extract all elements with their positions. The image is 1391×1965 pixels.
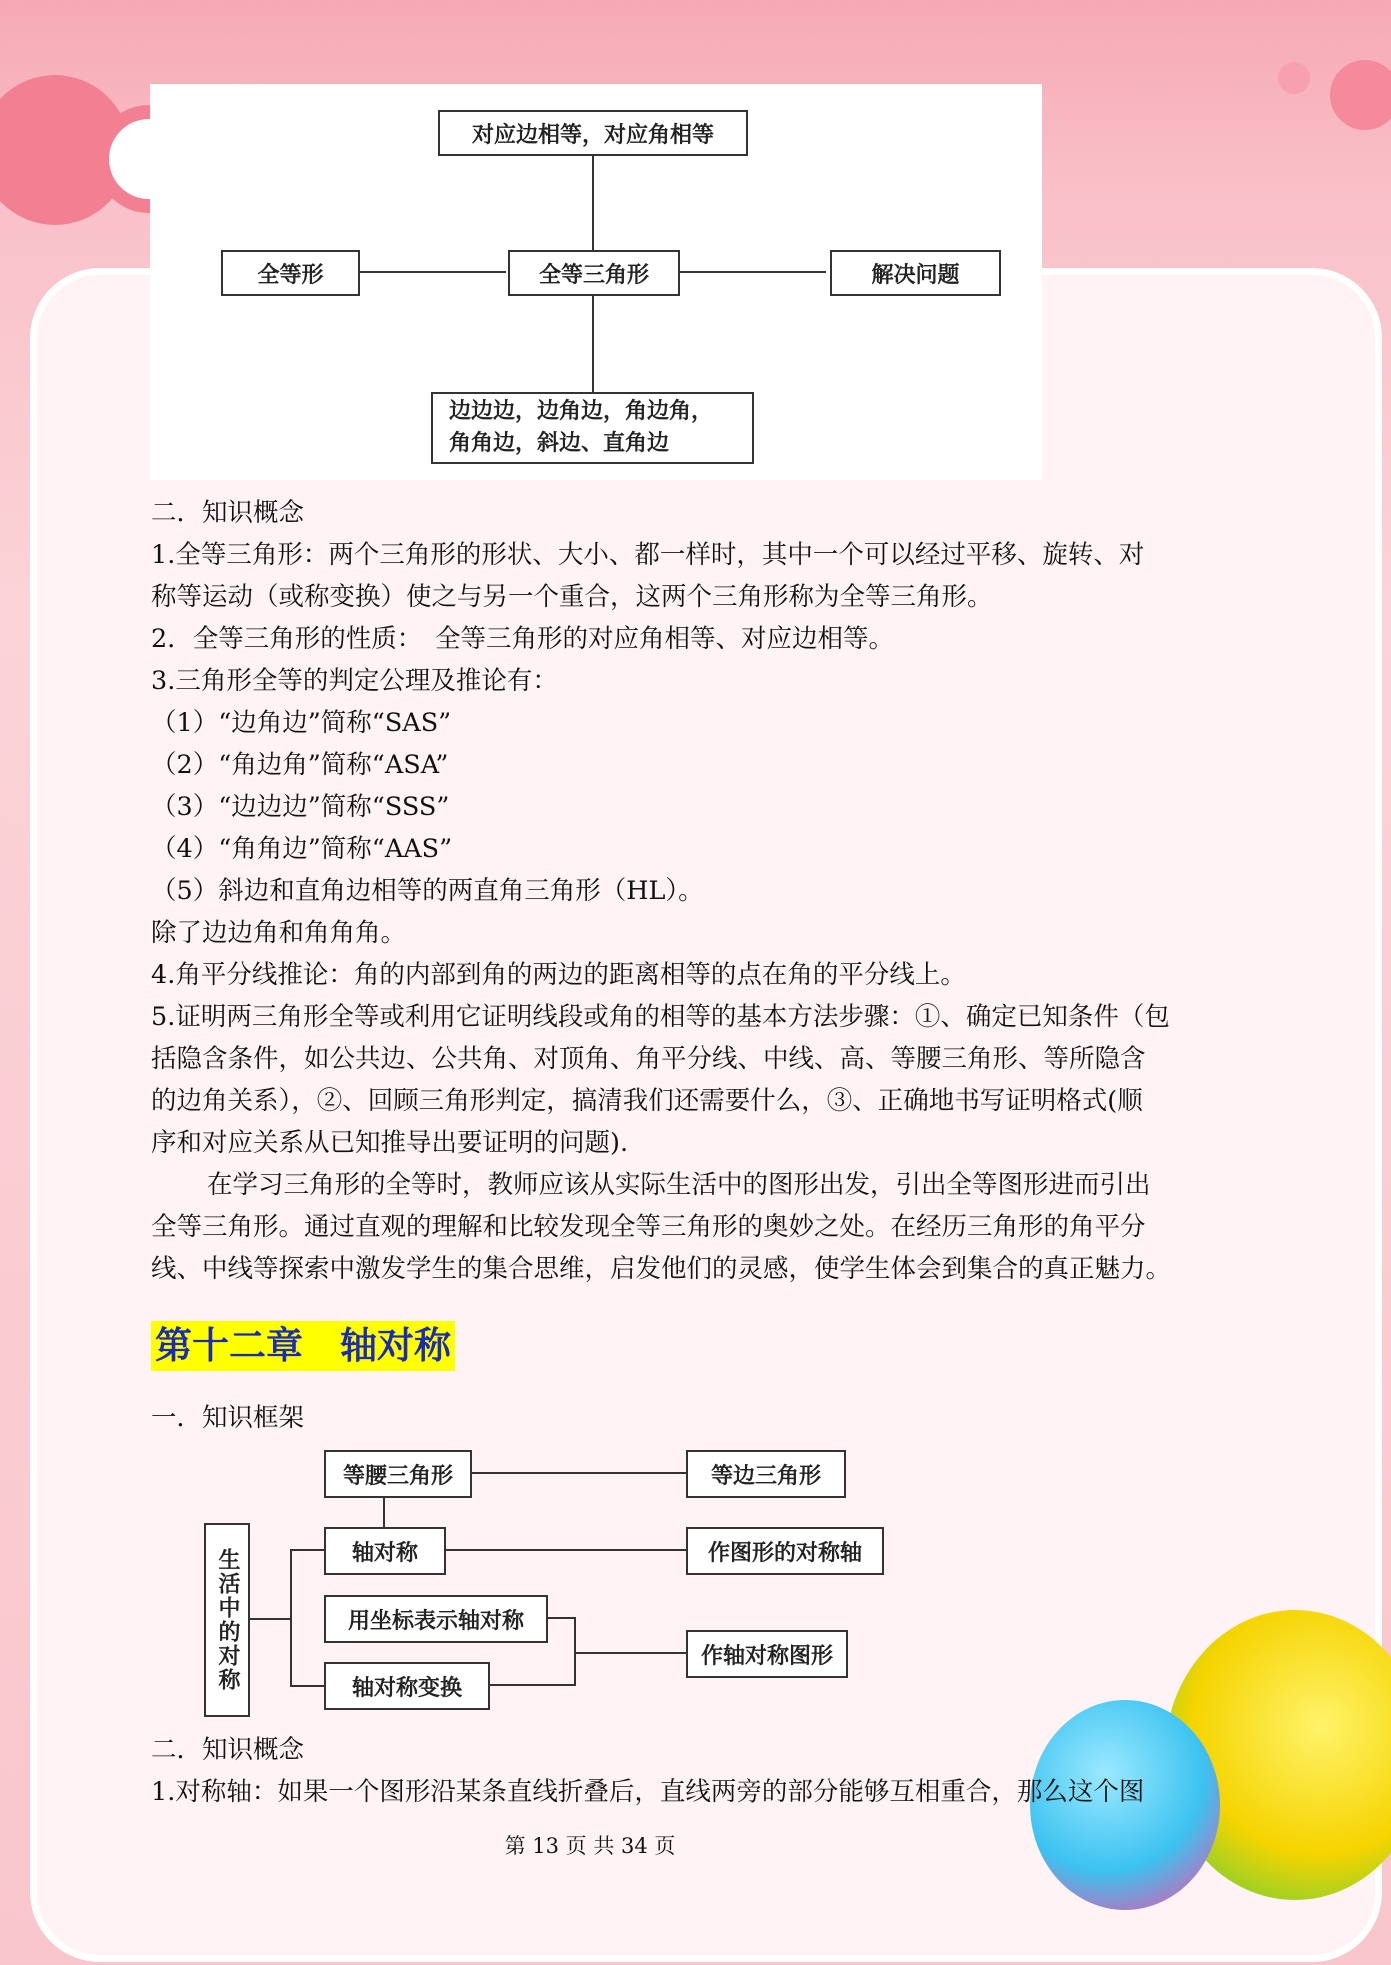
box-axial-symmetry: 轴对称 bbox=[324, 1527, 446, 1575]
vertical-label: 生活中的对称 bbox=[215, 1548, 240, 1692]
text-line: 5.证明两三角形全等或利用它证明线段或角的相等的基本方法步骤：①、确定已知条件（包 bbox=[151, 1002, 1170, 1032]
connector bbox=[576, 1652, 686, 1654]
connector bbox=[488, 1684, 576, 1686]
text-line: 1.全等三角形：两个三角形的形状、大小、都一样时，其中一个可以经过平移、旋转、对 bbox=[151, 540, 1145, 570]
knowledge-framework-heading bbox=[151, 1397, 1241, 1439]
connector bbox=[290, 1685, 324, 1687]
box-congruent-figure: 全等形 bbox=[221, 250, 360, 296]
arrow-line-up bbox=[592, 156, 594, 250]
box-draw-figure: 作轴对称图形 bbox=[686, 1630, 848, 1678]
text-line: 的边角关系），②、回顾三角形判定，搞清我们还需要什么，③、正确地书写证明格式(顺 bbox=[151, 1086, 1143, 1116]
arrow-line-right bbox=[680, 271, 826, 273]
box-congruent-triangle: 全等三角形 bbox=[508, 250, 680, 296]
paragraph-line: 全等三角形。通过直观的理解和比较发现全等三角形的奥妙之处。在经历三角形的角平分 bbox=[151, 1212, 1146, 1242]
criteria-line-2: 角角边，斜边、直角边 bbox=[449, 431, 670, 456]
box-equilateral: 等边三角形 bbox=[686, 1450, 846, 1498]
knowledge-concepts-2 bbox=[151, 1729, 1241, 1813]
text-line: 4.角平分线推论：角的内部到角的两边的距离相等的点在角的平分线上。 bbox=[151, 960, 966, 990]
connector bbox=[290, 1549, 324, 1551]
box-criteria bbox=[431, 392, 754, 464]
connector bbox=[546, 1617, 576, 1619]
chapter-title: 第十二章 轴对称 bbox=[151, 1321, 455, 1371]
text-line: （1）“边角边”简称“SAS” bbox=[151, 708, 452, 738]
box-axial-transform: 轴对称变换 bbox=[324, 1662, 490, 1710]
text-line: 1.对称轴：如果一个图形沿某条直线折叠后，直线两旁的部分能够互相重合，那么这个图 bbox=[151, 1777, 1145, 1807]
paragraph-line: 在学习三角形的全等时，教师应该从实际生活中的图形出发，引出全等图形进而引出 bbox=[207, 1170, 1151, 1200]
text-line: （3）“边边边”简称“SSS” bbox=[151, 792, 450, 822]
arrow-line-down bbox=[592, 296, 594, 392]
box-solve-problems: 解决问题 bbox=[830, 250, 1001, 296]
section-heading: 一．知识框架 bbox=[151, 1403, 305, 1433]
box-life-symmetry bbox=[204, 1523, 250, 1717]
box-draw-axis: 作图形的对称轴 bbox=[686, 1527, 884, 1575]
box-isosceles: 等腰三角形 bbox=[324, 1450, 472, 1498]
text-line: （4）“角角边”简称“AAS” bbox=[151, 834, 453, 864]
decor-bubble-right-small bbox=[1278, 62, 1310, 94]
connector bbox=[290, 1549, 292, 1687]
text-line: （2）“角边角”简称“ASA” bbox=[151, 750, 449, 780]
arrow-line-left bbox=[360, 271, 506, 273]
box-corresponding-equal: 对应边相等，对应角相等 bbox=[438, 110, 748, 156]
knowledge-concepts-1 bbox=[151, 492, 1241, 1290]
decor-bubble-right bbox=[1330, 60, 1391, 130]
section-heading: 二．知识概念 bbox=[151, 498, 305, 528]
connector bbox=[248, 1618, 292, 1620]
criteria-line-1: 边边边，边角边，角边角， bbox=[449, 399, 714, 424]
text-line: 3.三角形全等的判定公理及推论有： bbox=[151, 666, 558, 696]
text-line: 除了边边角和角角角。 bbox=[151, 918, 407, 948]
section-heading: 二．知识概念 bbox=[151, 1735, 305, 1765]
text-line: 括隐含条件，如公共边、公共角、对顶角、角平分线、中线、高、等腰三角形、等所隐含 bbox=[151, 1044, 1146, 1074]
text-line: 2．全等三角形的性质： 全等三角形的对应角相等、对应边相等。 bbox=[151, 624, 894, 654]
connector bbox=[444, 1549, 686, 1551]
page-footer: 第 13 页 共 34 页 bbox=[504, 1834, 676, 1858]
text-line: 序和对应关系从已知推导出要证明的问题). bbox=[151, 1128, 629, 1158]
box-coordinate-symmetry: 用坐标表示轴对称 bbox=[324, 1595, 548, 1643]
connector bbox=[470, 1472, 686, 1474]
text-line: 称等运动（或称变换）使之与另一个重合，这两个三角形称为全等三角形。 bbox=[151, 582, 993, 612]
connector bbox=[383, 1496, 385, 1527]
text-line: （5）斜边和直角边相等的两直角三角形（HL）。 bbox=[151, 876, 704, 906]
paragraph-line: 线、中线等探索中激发学生的集合思维，启发他们的灵感，使学生体会到集合的真正魅力。 bbox=[151, 1254, 1172, 1284]
